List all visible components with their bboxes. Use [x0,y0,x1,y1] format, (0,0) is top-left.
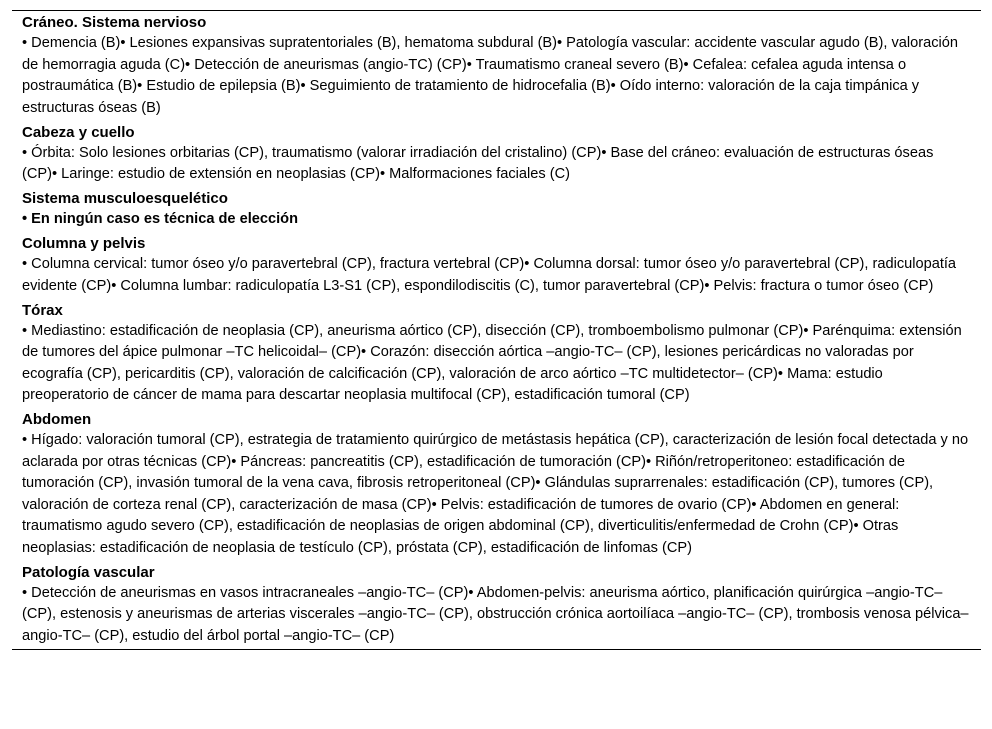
section-body: • Detección de aneurismas en vasos intracraneales –angio-TC– (CP)• Abdomen-pelvis: aneurisma aórtico, planificación quirúrgica –angio-TC– (CP), estenosis y aneurismas de arterias viscerales –angio-TC– (CP), obstrucción crónica aortoilíaca –angio-TC– (CP), trombosis venosa pélvica–angio-TC– (CP), estudio del árbol portal –angio-TC– (CP) [22,584,969,644]
section-cabeza-cuello [12,121,981,186]
section-title: Columna y pelvis [22,235,146,252]
section-columna-pelvis [12,232,981,297]
section-torax [12,299,981,407]
section-title: Cabeza y cuello [22,123,135,141]
section-title: Tórax [22,301,63,319]
section-title: Sistema musculoesquelético [22,190,228,207]
section-craneo [12,11,981,119]
section-body: • Órbita: Solo lesiones orbitarias (CP), traumatismo (valorar irradiación del cristalino) (CP)• Base del cráneo: evaluación de estructuras óseas (CP)• Laringe: estudio de extensión en neoplasias (CP)• Malformaciones faciales (C) [22,144,934,182]
section-title: Cráneo. Sistema nervioso [22,14,207,31]
section-patologia-vascular [12,561,981,648]
section-body: • En ningún caso es técnica de elección [22,211,298,227]
section-body: • Columna cervical: tumor óseo y/o paravertebral (CP), fractura vertebral (CP)• Columna dorsal: tumor óseo y/o paravertebral (CP), radiculopatía evidente (CP)• Columna lumbar: radiculopatía L3-S1 (CP), espondilodiscitis (C), tumor paravertebral (CP)• Pelvis: fractura o tumor óseo (CP) [22,256,957,294]
indications-table [12,10,981,650]
section-musculoesqueletico [12,187,981,231]
section-title: Abdomen [22,411,92,428]
section-title: Patología vascular [22,563,155,581]
section-body: • Hígado: valoración tumoral (CP), estrategia de tratamiento quirúrgico de metástasis hepática (CP), caracterización de lesión focal detectada y no aclarada por otras técnicas (CP)• Páncreas: pancreatitis (CP), estadificación de tumoración (CP)• Riñón/retroperitoneo: estadificación de tumoración (CP), invasión tumoral de la vena cava, fibrosis retroperitoneal (CP)• Glándulas suprarrenales: estadificación (CP), tumores (CP), valoración de corteza renal (CP), caracterización de masa (CP)• Pelvis: estadificación de tumores de ovario (CP)• Abdomen en general: traumatismo agudo severo (CP), estadificación de neoplasias de origen abdominal (CP), diverticulitis/enfermedad de Crohn (CP)• Otras neoplasias: estadificación de neoplasia de testículo (CP), próstata (CP), estadificación de linfomas (CP) [22,432,969,556]
section-body: • Demencia (B)• Lesiones expansivas supratentoriales (B), hematoma subdural (B)• Patología vascular: accidente vascular agudo (B), valoración de hemorragia aguda (C)• Detección de aneurismas (angio-TC) (CP)• Traumatismo craneal severo (B)• Cefalea: cefalea aguda intensa o postraumática (B)• Estudio de epilepsia (B)• Seguimiento de tratamiento de hidrocefalia (B)• Oído interno: valoración de la caja timpánica y estructuras óseas (B) [22,35,959,116]
section-abdomen [12,408,981,559]
section-body: • Mediastino: estadificación de neoplasia (CP), aneurisma aórtico (CP), disección (CP), tromboembolismo pulmonar (CP)• Parénquima: extensión de tumores del ápice pulmonar –TC helicoidal– (CP)• Corazón: disección aórtica –angio-TC– (CP), lesiones pericárdicas no valoradas por ecografía (CP), pericarditis (CP), valoración de calcificación (CP), valoración de arco aórtico –TC multidetector– (CP)• Mama: estudio preoperatorio de cáncer de mama para descartar neoplasia multifocal (CP), estadificación tumoral (CP) [22,322,962,403]
